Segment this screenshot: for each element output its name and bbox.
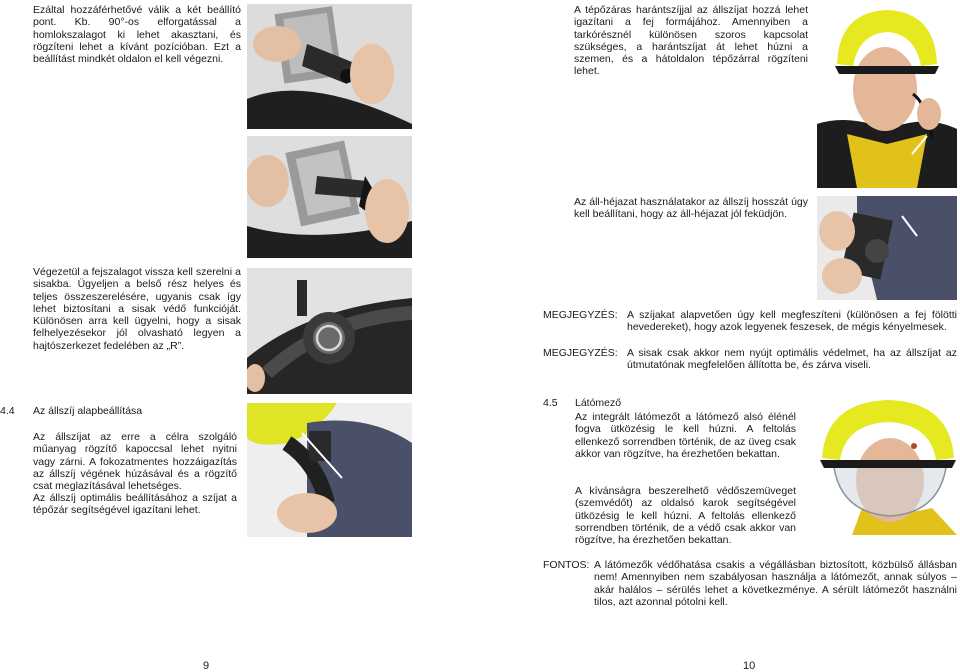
important-text: A látómezők védőhatása csakis a végállásban biztosított, közbülső állásban nem! Amennyiben nem szabályosan használja a látómezőt, annak súlyos – akár halálos – sérülés lehet a következménye. A sérült látómezőt használni tilos, azt azonnal pótolni kell. bbox=[594, 559, 957, 608]
helmet-visor-photo bbox=[812, 398, 957, 535]
visor-paragraph: Az integrált látómezőt a látómező alsó élénél fogva ütközésig le kell húzni. A feltolás ellenkező sorrendben történik, de az üveg csak akkor van rögzítve, ha érezhetően bekattan. bbox=[575, 411, 796, 460]
note-label: MEGJEGYZÉS: bbox=[543, 347, 618, 359]
chinstrap-velcro-paragraph: Az állszíj optimális beállításához a szíjat a tépőzár segítségével igazítani lehet. bbox=[33, 492, 237, 517]
section-title: Látómező bbox=[575, 397, 622, 409]
intro-paragraph: Ezáltal hozzáférhetővé válik a két beállító pont. Kb. 90°-os elforgatással a homlokszalagot ki lehet akasztani, és rögzíteni lehet a kívánt pozícióban. Ezt a beállítást mindkét oldalon el kell végezni. bbox=[33, 4, 241, 66]
important-label: FONTOS: bbox=[543, 559, 590, 571]
section-number: 4.5 bbox=[543, 397, 558, 409]
chinstrap-paragraph: Az állszíjat az erre a célra szolgáló műanyag rögzítő kapoccsal lehet nyitni vagy zárni. A fokozatmentes hozzáigazítás az állszíj végének húzásával és a rögzítő csat meglazításával lehetséges. bbox=[33, 431, 237, 493]
page-number-left: 9 bbox=[203, 660, 210, 672]
ratchet-cover-photo bbox=[247, 268, 412, 394]
note-text: A sisak csak akkor nem nyújt optimális védelmet, ha az állszíjat az útmutatónak megfelelően állította be, és zárva viseli. bbox=[627, 347, 957, 372]
chin-cup-paragraph: Az áll-héjazat használatakor az állszíj hosszát úgy kell beállítani, hogy az áll-héjazat jól feküdjön. bbox=[574, 196, 808, 221]
note-text: A szíjakat alapvetően úgy kell megfeszíteni (különösen a fej fölötti hevedereket), hogy azok legyenek feszesek, de mégis kényelmesek. bbox=[627, 309, 957, 334]
helmet-chinstrap-adjust-photo bbox=[817, 4, 957, 188]
velcro-strap-paragraph: A tépőzáras harántszíjjal az állszíjat hozzá lehet igazítani a fej formájához. Amennyiben a tarkórésznél különösen szoros kapcsolat szükséges, a harántszíjat át lehet húzni a szemen, és a hátoldalon tépőzárral rögzíteni lehet. bbox=[574, 4, 808, 78]
section-number: 4.4 bbox=[0, 405, 15, 417]
reassembly-paragraph: Végezetül a fejszalagot vissza kell szerelni a sisakba. Ügyeljen a belső rész helyes és teljes összeszerelésére, ugyanis csak így lehet biztosítani a sisak védő funkcióját. Különösen arra kell ügyelni, hogy a sisak felhelyezésekor jól olvasható legyen a hajtószerkezet fedelében az „R”. bbox=[33, 266, 241, 352]
section-title: Az állszíj alapbeállítása bbox=[33, 405, 143, 417]
chin-cup-photo bbox=[817, 196, 957, 300]
chinstrap-buckle-photo bbox=[247, 403, 412, 537]
page-number-right: 10 bbox=[743, 660, 756, 672]
goggles-paragraph: A kívánságra beszerelhető védőszemüveget (szemvédőt) az oldalsó karok segítségével ütközésig le kell húzni. A feltolás ellenkező sorrendben történik, de a védő csak akkor van rögzítve, ha érezhetően bekattan. bbox=[575, 485, 796, 547]
headband-strap-photo bbox=[247, 136, 412, 258]
headband-adjuster-photo bbox=[247, 4, 412, 129]
note-label: MEGJEGYZÉS: bbox=[543, 309, 618, 321]
